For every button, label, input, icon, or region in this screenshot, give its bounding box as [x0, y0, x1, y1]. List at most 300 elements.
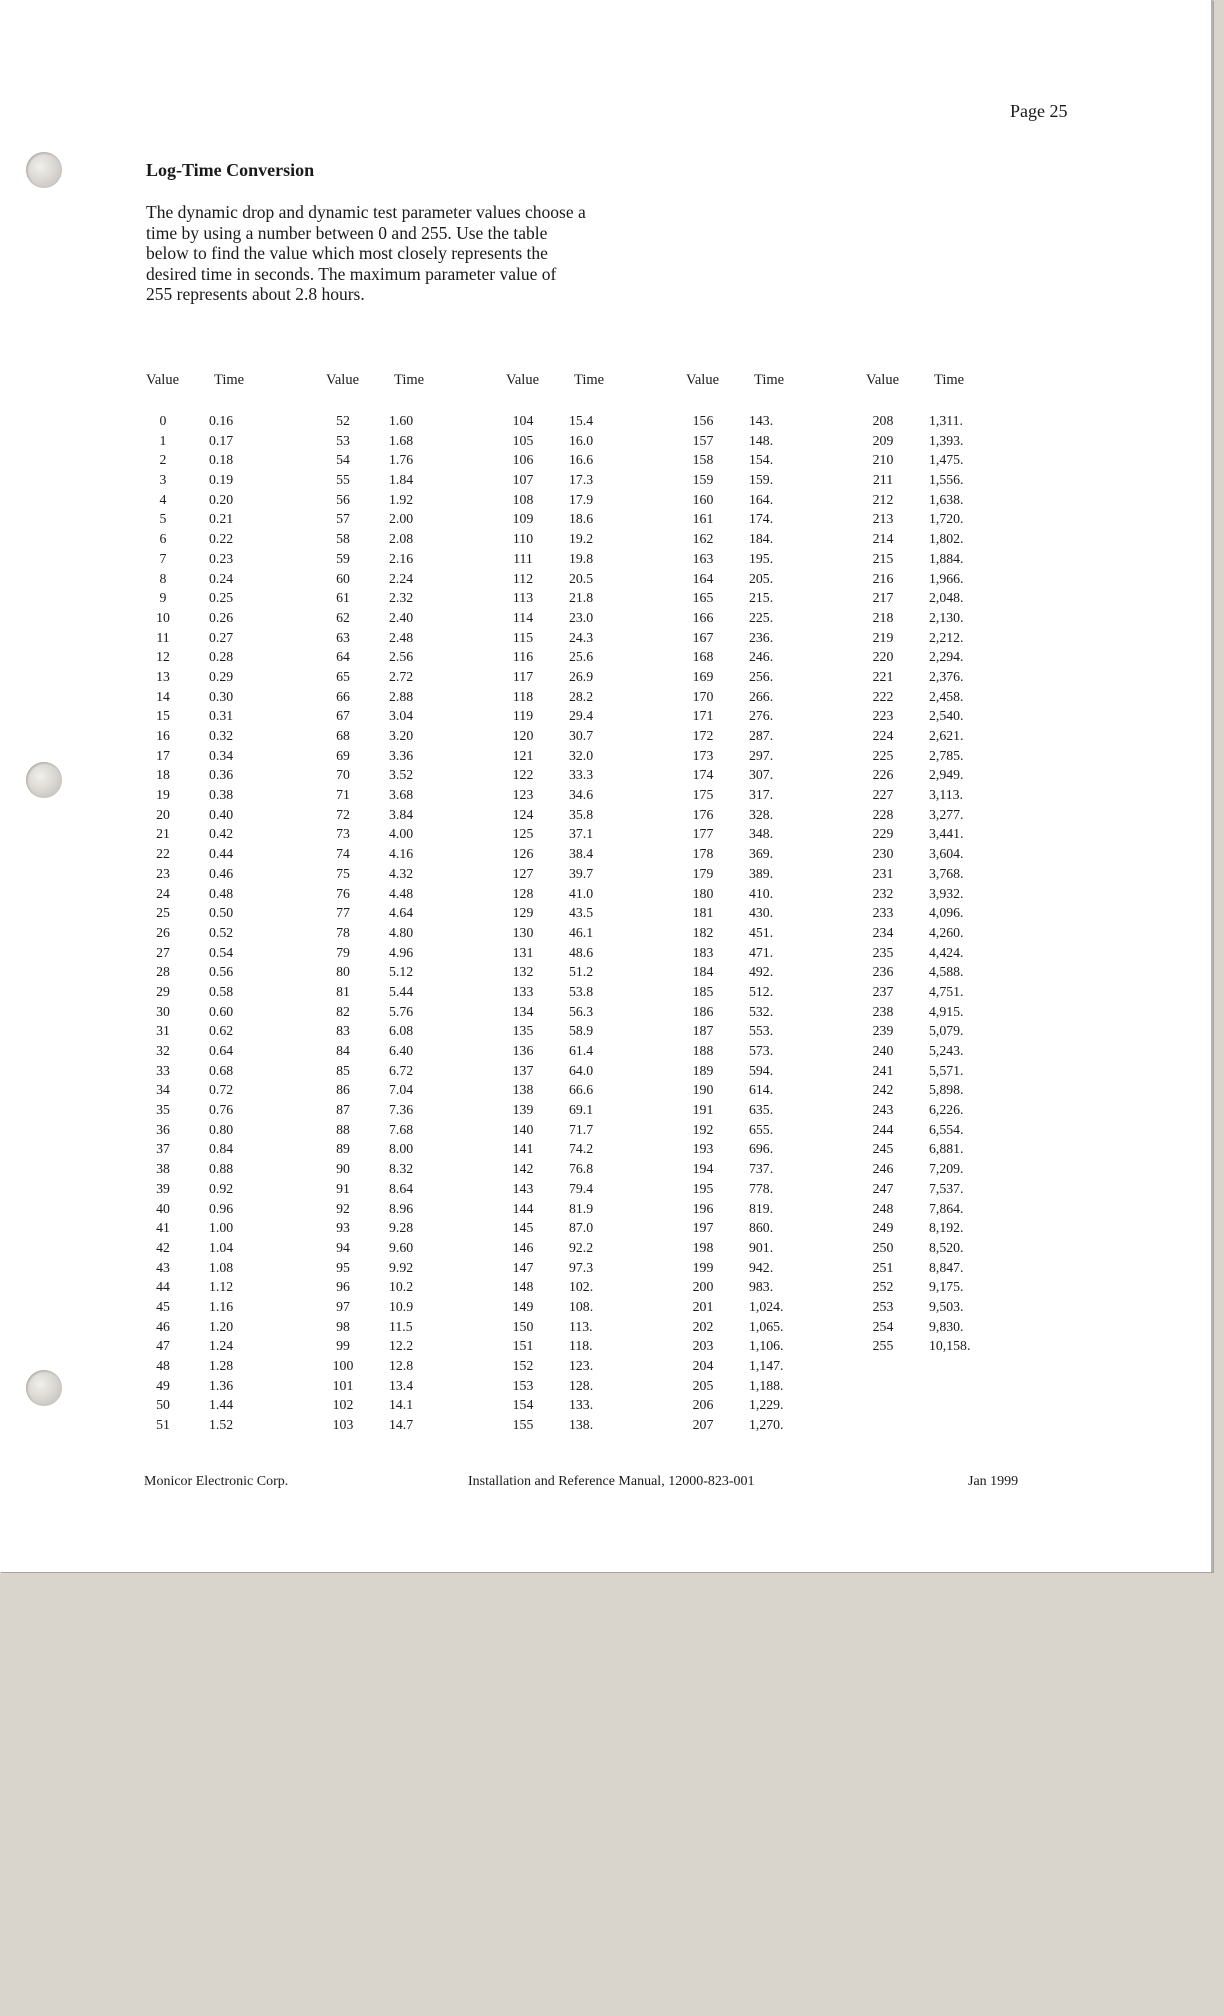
- time-cell: 0.18: [209, 452, 234, 468]
- value-cell: 108: [512, 491, 534, 507]
- time-cell: 0.36: [209, 767, 234, 783]
- time-cell: 16.0: [569, 432, 594, 448]
- table-row: [686, 431, 866, 451]
- table-row: [326, 1258, 506, 1278]
- value-cell: 217: [872, 590, 894, 606]
- table-row: [866, 1179, 1046, 1199]
- value-cell: 55: [336, 472, 350, 488]
- table-row: [686, 450, 866, 470]
- table-row: [506, 765, 686, 785]
- table-row: [506, 529, 686, 549]
- time-cell: 26.9: [569, 668, 594, 684]
- time-cell: 1,475.: [929, 452, 964, 468]
- value-cell: 23: [156, 865, 170, 881]
- time-cell: 3,277.: [929, 806, 964, 822]
- table-row: [686, 765, 866, 785]
- value-cell: 177: [692, 826, 714, 842]
- value-cell: 204: [692, 1358, 714, 1373]
- time-cell: 778.: [749, 1180, 774, 1196]
- value-cell: 68: [336, 728, 350, 743]
- value-cell: 233: [872, 905, 894, 921]
- time-cell: 0.92: [209, 1180, 234, 1196]
- time-cell: 655.: [749, 1121, 774, 1137]
- value-cell: 61: [336, 590, 350, 606]
- table-row: [866, 1120, 1046, 1140]
- time-cell: 138.: [569, 1417, 594, 1433]
- table-row: [506, 431, 686, 451]
- time-cell: 4.64: [389, 905, 414, 921]
- time-cell: 5.76: [389, 1003, 414, 1019]
- time-cell: 0.84: [209, 1141, 234, 1157]
- time-cell: 97.3: [569, 1259, 594, 1275]
- time-cell: 0.48: [209, 885, 234, 901]
- time-cell: 276.: [749, 708, 774, 724]
- time-cell: 553.: [749, 1023, 774, 1039]
- table-row: [686, 864, 866, 884]
- table-row: [506, 1395, 686, 1415]
- time-cell: 0.31: [209, 708, 234, 724]
- time-cell: 1,147.: [749, 1358, 784, 1373]
- value-cell: 194: [692, 1161, 714, 1177]
- table-row: [506, 687, 686, 707]
- column-header: [506, 372, 686, 396]
- table-row: [686, 1021, 866, 1041]
- table-row: [506, 1317, 686, 1337]
- time-cell: 143.: [749, 413, 774, 428]
- value-cell: 205: [692, 1377, 714, 1393]
- value-cell: 17: [156, 747, 170, 763]
- value-cell: 180: [692, 885, 714, 901]
- table-row: [146, 1100, 326, 1120]
- value-cell: 39: [156, 1180, 170, 1196]
- table-row: [326, 490, 506, 510]
- table-row: [866, 647, 1046, 667]
- value-cell: 3: [159, 472, 167, 488]
- table-row: [326, 569, 506, 589]
- value-cell: 92: [336, 1200, 350, 1216]
- time-cell: 0.58: [209, 983, 234, 999]
- time-cell: 12.2: [389, 1338, 414, 1354]
- table-row: [866, 1238, 1046, 1258]
- time-cell: 7,209.: [929, 1161, 964, 1177]
- table-row: [686, 982, 866, 1002]
- table-row: [326, 1277, 506, 1297]
- time-cell: 154.: [749, 452, 774, 468]
- value-cell: 33: [156, 1062, 170, 1078]
- table-row: [326, 588, 506, 608]
- time-cell: 1,966.: [929, 570, 964, 586]
- value-cell: 143: [512, 1180, 534, 1196]
- table-row: [146, 549, 326, 569]
- value-cell: 16: [156, 728, 170, 743]
- table-row: [506, 1179, 686, 1199]
- table-row: [146, 1395, 326, 1415]
- time-cell: 6,881.: [929, 1141, 964, 1157]
- value-cell: 88: [336, 1121, 350, 1137]
- table-row: [506, 844, 686, 864]
- value-cell: 66: [336, 688, 350, 704]
- table-row: [326, 1218, 506, 1238]
- column-header: [326, 372, 506, 396]
- time-cell: 17.3: [569, 472, 594, 488]
- time-cell: 5,571.: [929, 1062, 964, 1078]
- time-cell: 0.88: [209, 1161, 234, 1177]
- value-cell: 213: [872, 511, 894, 527]
- time-cell: 389.: [749, 865, 774, 881]
- time-cell: 1.16: [209, 1298, 234, 1314]
- table-row: [146, 923, 326, 943]
- time-cell: 8,520.: [929, 1239, 964, 1255]
- time-cell: 10,158.: [929, 1338, 971, 1354]
- time-cell: 0.42: [209, 826, 234, 842]
- value-cell: 232: [872, 885, 894, 901]
- value-cell: 243: [872, 1102, 894, 1118]
- time-cell: 256.: [749, 668, 774, 684]
- time-cell: 4.32: [389, 865, 414, 881]
- table-row: [506, 411, 686, 431]
- table-row: [866, 1061, 1046, 1081]
- value-cell: 29: [156, 983, 170, 999]
- time-cell: 1.00: [209, 1220, 234, 1236]
- time-cell: 1.24: [209, 1338, 234, 1354]
- table-row: [686, 687, 866, 707]
- footer-company: Monicor Electronic Corp.: [144, 1474, 289, 1489]
- value-cell: 184: [692, 964, 714, 980]
- table-row: [506, 450, 686, 470]
- time-cell: 2,540.: [929, 708, 964, 724]
- time-cell: 0.24: [209, 570, 234, 586]
- time-cell: 0.56: [209, 964, 234, 980]
- table-row: [326, 1376, 506, 1396]
- time-cell: 1.44: [209, 1397, 234, 1413]
- table-row: [866, 1159, 1046, 1179]
- time-cell: 307.: [749, 767, 774, 783]
- table-row: [506, 549, 686, 569]
- table-row: [146, 1317, 326, 1337]
- time-cell: 205.: [749, 570, 774, 586]
- time-cell: 1,065.: [749, 1318, 784, 1334]
- time-cell: 2,294.: [929, 649, 964, 665]
- time-cell: 0.25: [209, 590, 234, 606]
- value-cell: 190: [692, 1082, 714, 1098]
- table-row: [506, 1002, 686, 1022]
- time-cell: 2.32: [389, 590, 414, 606]
- value-cell: 1: [159, 432, 167, 448]
- table-row: [866, 824, 1046, 844]
- value-cell: 115: [512, 629, 534, 645]
- table-row: [866, 470, 1046, 490]
- time-cell: 76.8: [569, 1161, 594, 1177]
- table-row: [146, 1297, 326, 1317]
- table-row: [146, 1041, 326, 1061]
- time-cell: 41.0: [569, 885, 594, 901]
- value-header: Value: [866, 372, 900, 388]
- time-cell: 8.64: [389, 1180, 414, 1196]
- table-row: [146, 470, 326, 490]
- table-row: [866, 884, 1046, 904]
- table-row: [686, 1218, 866, 1238]
- value-cell: 188: [692, 1043, 714, 1058]
- table-row: [686, 569, 866, 589]
- time-cell: 19.8: [569, 550, 594, 566]
- table-row: [326, 1336, 506, 1356]
- time-cell: 9,175.: [929, 1279, 964, 1295]
- table-row: [146, 1021, 326, 1041]
- time-cell: 410.: [749, 885, 774, 901]
- time-cell: 148.: [749, 432, 774, 448]
- table-row: [146, 1199, 326, 1219]
- time-cell: 66.6: [569, 1082, 594, 1098]
- value-cell: 126: [512, 846, 534, 862]
- time-cell: 18.6: [569, 511, 594, 527]
- time-cell: 2,949.: [929, 767, 964, 783]
- value-cell: 170: [692, 688, 714, 704]
- value-cell: 161: [692, 511, 714, 527]
- table-row: [686, 1356, 866, 1376]
- time-cell: 1.84: [389, 472, 414, 488]
- table-row: [326, 628, 506, 648]
- time-cell: 14.1: [389, 1397, 414, 1413]
- value-cell: 145: [512, 1220, 534, 1236]
- time-cell: 0.26: [209, 609, 234, 625]
- table-row: [866, 1021, 1046, 1041]
- time-cell: 6,226.: [929, 1102, 964, 1118]
- value-cell: 12: [156, 649, 170, 665]
- table-row: [506, 1061, 686, 1081]
- value-cell: 121: [512, 747, 534, 763]
- table-row: [866, 509, 1046, 529]
- table-column: [506, 372, 686, 1433]
- time-cell: 9,503.: [929, 1298, 964, 1314]
- time-cell: 2.72: [389, 668, 414, 684]
- time-cell: 451.: [749, 924, 774, 940]
- time-cell: 64.0: [569, 1062, 594, 1078]
- time-cell: 1,229.: [749, 1397, 784, 1413]
- time-cell: 81.9: [569, 1200, 594, 1216]
- time-cell: 0.34: [209, 747, 234, 763]
- binder-hole-icon: [26, 1370, 62, 1406]
- value-cell: 151: [512, 1338, 534, 1354]
- table-row: [146, 982, 326, 1002]
- table-row: [506, 982, 686, 1002]
- time-cell: 39.7: [569, 865, 594, 881]
- value-cell: 41: [156, 1220, 170, 1236]
- value-header: Value: [686, 372, 720, 388]
- value-cell: 173: [692, 747, 714, 763]
- value-cell: 209: [872, 432, 894, 448]
- table-row: [326, 1395, 506, 1415]
- time-cell: 737.: [749, 1161, 774, 1177]
- value-cell: 202: [692, 1318, 714, 1334]
- table-row: [506, 1199, 686, 1219]
- value-cell: 67: [336, 708, 350, 724]
- table-row: [686, 1258, 866, 1278]
- time-cell: 61.4: [569, 1043, 594, 1058]
- table-row: [866, 450, 1046, 470]
- time-cell: 5,898.: [929, 1082, 964, 1098]
- table-row: [506, 1415, 686, 1435]
- time-cell: 102.: [569, 1279, 594, 1295]
- time-cell: 287.: [749, 728, 774, 743]
- table-row: [866, 569, 1046, 589]
- value-cell: 99: [336, 1338, 350, 1354]
- time-cell: 266.: [749, 688, 774, 704]
- value-cell: 154: [512, 1397, 534, 1413]
- table-row: [506, 903, 686, 923]
- table-row: [326, 1356, 506, 1376]
- time-cell: 118.: [569, 1338, 593, 1354]
- table-row: [146, 490, 326, 510]
- time-cell: 317.: [749, 787, 774, 803]
- value-cell: 2: [159, 452, 167, 468]
- table-row: [866, 529, 1046, 549]
- time-cell: 4,751.: [929, 983, 964, 999]
- table-row: [146, 450, 326, 470]
- table-row: [506, 667, 686, 687]
- table-row: [326, 1139, 506, 1159]
- value-cell: 104: [512, 413, 534, 428]
- time-cell: 4.48: [389, 885, 414, 901]
- time-cell: 4,588.: [929, 964, 964, 980]
- table-row: [326, 884, 506, 904]
- value-cell: 241: [872, 1062, 894, 1078]
- value-cell: 25: [156, 905, 170, 921]
- table-row: [326, 1159, 506, 1179]
- table-row: [326, 706, 506, 726]
- time-cell: 21.8: [569, 590, 594, 606]
- value-cell: 109: [512, 511, 534, 527]
- table-row: [686, 805, 866, 825]
- table-row: [686, 1100, 866, 1120]
- value-cell: 78: [336, 924, 350, 940]
- table-row: [866, 431, 1046, 451]
- value-cell: 157: [692, 432, 714, 448]
- table-row: [146, 667, 326, 687]
- table-row: [686, 785, 866, 805]
- time-cell: 92.2: [569, 1239, 594, 1255]
- table-row: [686, 1317, 866, 1337]
- value-cell: 210: [872, 452, 894, 468]
- table-row: [146, 1238, 326, 1258]
- time-cell: 0.17: [209, 432, 234, 448]
- time-cell: 0.38: [209, 787, 234, 803]
- time-cell: 614.: [749, 1082, 774, 1098]
- table-row: [686, 844, 866, 864]
- value-cell: 189: [692, 1062, 714, 1078]
- time-cell: 1.20: [209, 1318, 234, 1334]
- table-row: [146, 805, 326, 825]
- time-cell: 1.28: [209, 1358, 234, 1373]
- table-row: [866, 608, 1046, 628]
- value-cell: 75: [336, 865, 350, 881]
- value-header: Value: [146, 372, 180, 388]
- footer-manual-title: Installation and Reference Manual, 12000-823-001: [468, 1474, 755, 1489]
- value-cell: 201: [692, 1298, 714, 1314]
- table-row: [686, 549, 866, 569]
- table-row: [326, 529, 506, 549]
- time-cell: 1,188.: [749, 1377, 784, 1393]
- time-cell: 5.44: [389, 983, 414, 999]
- table-column: [686, 372, 866, 1433]
- table-row: [686, 1376, 866, 1396]
- value-cell: 214: [872, 531, 894, 547]
- time-cell: 174.: [749, 511, 774, 527]
- value-cell: 30: [156, 1003, 170, 1019]
- value-cell: 91: [336, 1180, 350, 1196]
- value-cell: 28: [156, 964, 170, 980]
- value-cell: 178: [692, 846, 714, 862]
- value-cell: 52: [336, 413, 350, 428]
- time-cell: 2.48: [389, 629, 414, 645]
- table-row: [506, 588, 686, 608]
- value-cell: 71: [336, 787, 350, 803]
- page-number: Page 25: [1010, 101, 1068, 121]
- time-cell: 3.84: [389, 806, 414, 822]
- time-cell: 1,270.: [749, 1417, 784, 1433]
- table-row: [146, 785, 326, 805]
- table-row: [866, 1277, 1046, 1297]
- value-cell: 153: [512, 1377, 534, 1393]
- value-cell: 20: [156, 806, 170, 822]
- time-cell: 23.0: [569, 609, 594, 625]
- value-cell: 69: [336, 747, 350, 763]
- binder-hole-icon: [26, 152, 62, 188]
- table-row: [686, 962, 866, 982]
- table-row: [506, 1376, 686, 1396]
- time-cell: 38.4: [569, 846, 594, 862]
- table-column: [866, 372, 1046, 1354]
- time-cell: 942.: [749, 1259, 774, 1275]
- table-row: [326, 411, 506, 431]
- table-row: [506, 608, 686, 628]
- time-cell: 8.96: [389, 1200, 414, 1216]
- value-cell: 21: [156, 826, 170, 842]
- time-cell: 1,393.: [929, 432, 964, 448]
- time-cell: 0.62: [209, 1023, 234, 1039]
- time-cell: 9.60: [389, 1239, 414, 1255]
- table-row: [506, 962, 686, 982]
- footer-date: Jan 1999: [968, 1474, 1019, 1489]
- table-row: [326, 844, 506, 864]
- table-row: [506, 1080, 686, 1100]
- time-cell: 184.: [749, 531, 774, 547]
- value-cell: 248: [872, 1200, 894, 1216]
- value-cell: 224: [872, 728, 894, 743]
- value-cell: 133: [512, 983, 534, 999]
- time-cell: 492.: [749, 964, 774, 980]
- time-cell: 2,458.: [929, 688, 964, 704]
- time-cell: 3.04: [389, 708, 414, 724]
- value-cell: 94: [336, 1239, 350, 1255]
- value-cell: 223: [872, 708, 894, 724]
- time-cell: 7,537.: [929, 1180, 964, 1196]
- value-cell: 230: [872, 846, 894, 862]
- table-row: [506, 628, 686, 648]
- table-row: [326, 687, 506, 707]
- time-cell: 6.08: [389, 1023, 414, 1039]
- table-row: [686, 824, 866, 844]
- time-cell: 9.28: [389, 1220, 414, 1236]
- value-cell: 49: [156, 1377, 170, 1393]
- table-row: [506, 569, 686, 589]
- table-row: [686, 1139, 866, 1159]
- value-cell: 166: [692, 609, 714, 625]
- table-row: [866, 588, 1046, 608]
- value-cell: 70: [336, 767, 350, 783]
- value-cell: 114: [512, 609, 534, 625]
- table-row: [506, 1159, 686, 1179]
- time-cell: 1,106.: [749, 1338, 784, 1354]
